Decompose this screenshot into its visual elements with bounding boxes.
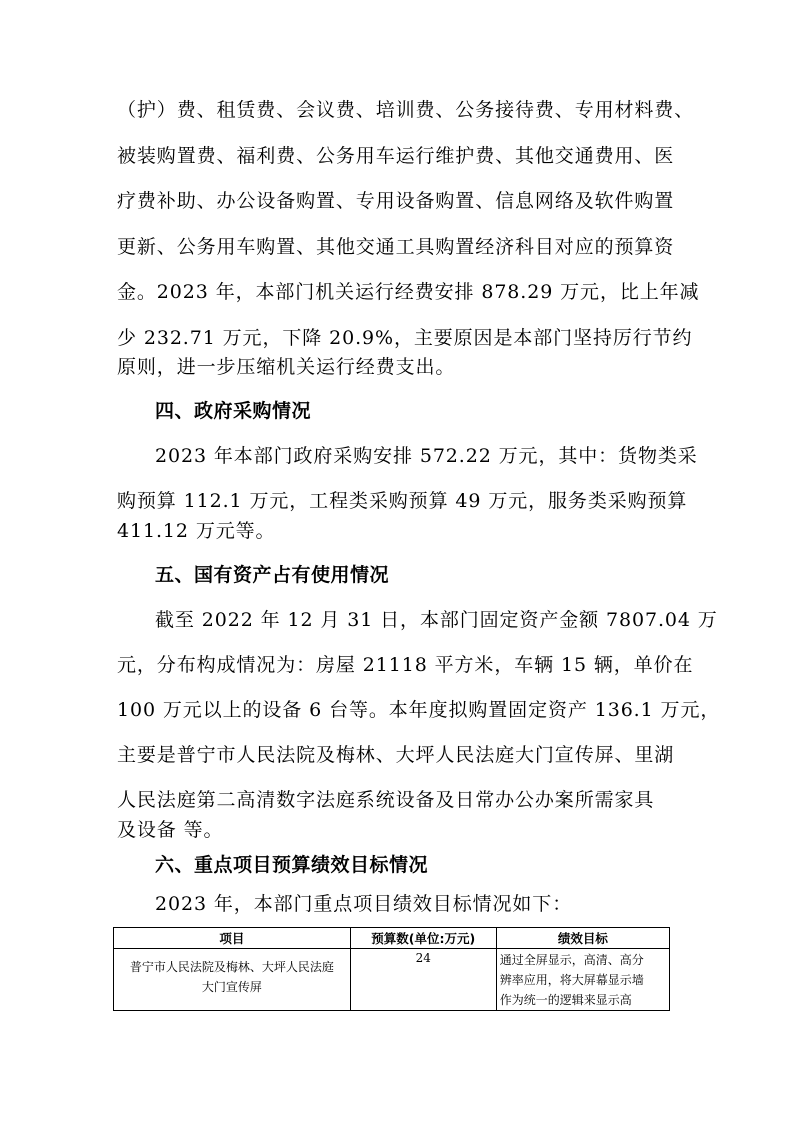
section-heading: 五、国有资产占有使用情况	[155, 564, 390, 586]
text-line: 原则，进一步压缩机关运行经费支出。	[117, 356, 456, 378]
goal-line: 通过全屏显示，高清、高分	[499, 953, 644, 967]
project-name-line: 大门宣传屏	[201, 980, 262, 994]
text-line: 及设备 等。	[117, 819, 224, 841]
goal-cell	[496, 949, 669, 1011]
table-header-project: 项目	[114, 928, 351, 949]
text-line: 主要是普宁市人民法院及梅林、大坪人民法庭大门宣传屏、里湖	[117, 744, 675, 766]
text-line: 截至 2022 年 12 月 31 日，本部门固定资产金额 7807.04 万	[155, 609, 718, 631]
text-line: 2023 年本部门政府采购安排 572.22 万元，其中：货物类采	[155, 445, 698, 467]
text-line: 少 232.71 万元，下降 20.9%，主要原因是本部门坚持厉行节约	[117, 327, 693, 349]
performance-table	[113, 927, 670, 1011]
table-header-goal: 绩效目标	[496, 928, 669, 949]
goal-line: 作为统一的逻辑来显示高	[499, 993, 632, 1007]
section-heading: 六、重点项目预算绩效目标情况	[155, 854, 429, 876]
section-heading: 四、政府采购情况	[155, 400, 312, 422]
text-line: 100 万元以上的设备 6 台等。本年度拟购置固定资产 136.1 万元，	[117, 699, 721, 721]
goal-line: 辨率应用，将大屏幕显示墙	[499, 973, 644, 987]
text-line: 人民法庭第二高清数字法庭系统设备及日常办公办案所需家具	[117, 789, 655, 811]
text-line: 元，分布构成情况为：房屋 21118 平方米，车辆 15 辆，单价在	[117, 654, 694, 676]
text-line: 疗费补助、办公设备购置、专用设备购置、信息网络及软件购置	[117, 190, 675, 212]
text-line: 购预算 112.1 万元，工程类采购预算 49 万元，服务类采购预算	[117, 490, 688, 512]
table-row	[114, 949, 670, 1011]
project-cell	[114, 949, 351, 1011]
text-line: 更新、公务用车购置、其他交通工具购置经济科目对应的预算资	[117, 236, 675, 258]
text-line: 金。2023 年，本部门机关运行经费安排 878.29 万元，比上年减	[117, 281, 700, 303]
text-line: 被装购置费、福利费、公务用车运行维护费、其他交通费用、医	[117, 145, 675, 167]
text-line: 2023 年，本部门重点项目绩效目标情况如下：	[155, 893, 573, 915]
table-header-row	[114, 928, 670, 949]
text-line: 411.12 万元等。	[117, 520, 276, 542]
project-name-line: 普宁市人民法院及梅林、大坪人民法庭	[129, 960, 334, 974]
text-line: （护）费、租赁费、会议费、培训费、公务接待费、专用材料费、	[117, 99, 695, 121]
budget-cell: 24	[350, 949, 496, 1011]
table-header-budget: 预算数(单位:万元)	[350, 928, 496, 949]
